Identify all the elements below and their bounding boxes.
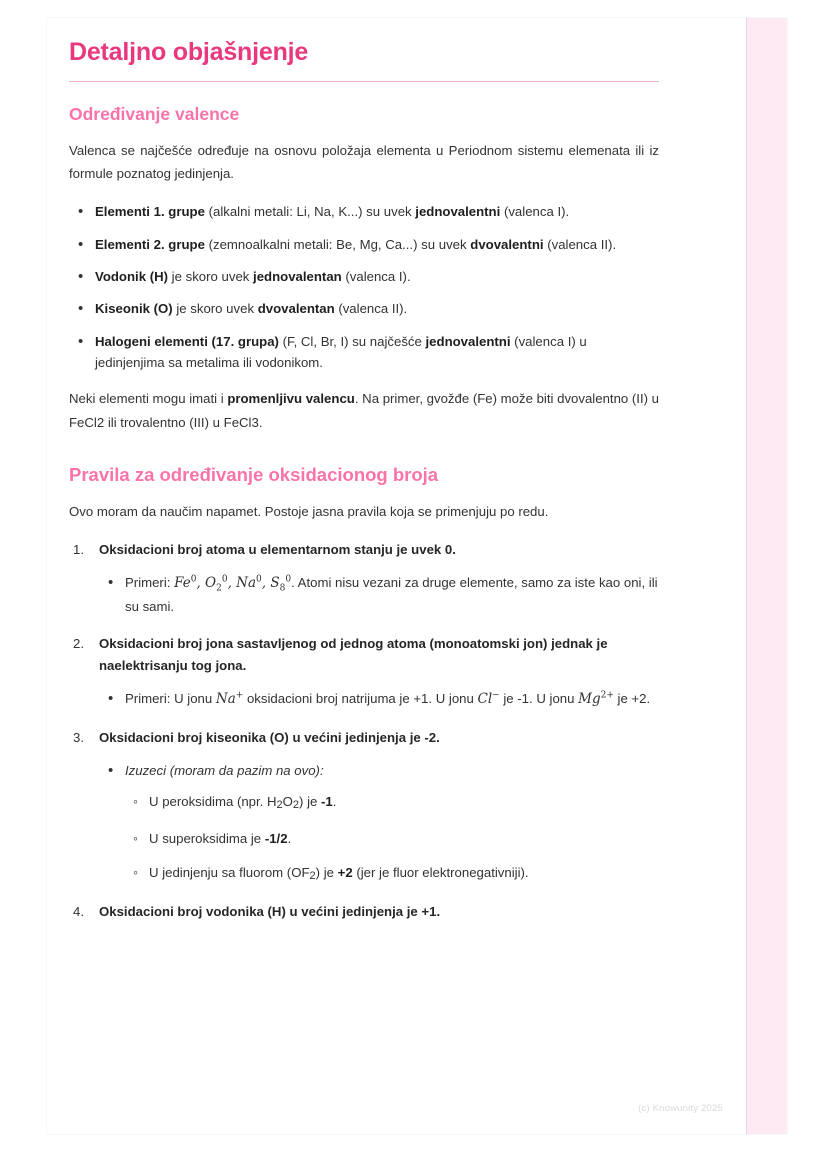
example-post: . Atomi nisu vezani za druge elemente, samo za iste kao oni, ili su sami. (125, 574, 658, 615)
bullet-tail: (valenca I). (341, 268, 411, 284)
outro-pre: Neki elementi mogu imati i (69, 391, 228, 407)
list-item (69, 201, 659, 222)
section-heading-valence: Određivanje valence (69, 104, 240, 124)
exception-pre: U jedinjenju sa fluorom (OF2) je (149, 864, 338, 882)
list-item (69, 727, 659, 886)
formula-magnesium-ion: $Mg^{2+}$ (578, 690, 614, 707)
example-formulas: Fe$^0$, $O_2^0$, Na$^0$, $S_8^0$ (174, 574, 292, 594)
bullet-tail: (valenca I) u jedinjenjima sa metalima ili vodonikom. (95, 333, 587, 371)
list-item (125, 791, 659, 815)
rule-heading: Oksidacioni broj atoma u elementarnom stanju je uvek 0. (99, 541, 456, 557)
list-item (69, 539, 659, 618)
bullet-lead: Vodonik (H) (95, 268, 169, 284)
rule-heading: Oksidacioni broj jona sastavljenog od jednog atoma (monoatomski jon) jednak je naelektrisanju tog jona. (99, 636, 608, 673)
list-item (125, 828, 659, 849)
outro-post: . Na primer, gvožđe (Fe) može biti dvovalentno (II) u FeCl2 ili trovalentno (III) u FeCl3. (69, 391, 660, 430)
list-item (69, 234, 659, 255)
exception-post: . (287, 830, 292, 846)
bullet-mid: (zemnoalkalni metali: Be, Mg, Ca...) su uvek (204, 236, 471, 252)
bullet-bold2: jednovalentni (415, 204, 501, 220)
exception-post: (jer je fluor elektronegativniji). (352, 864, 529, 880)
page-title: Detaljno objašnjenje (69, 38, 309, 66)
bullet-tail: (valenca I). (500, 204, 570, 220)
rule-example-list (99, 572, 659, 618)
list-item (99, 572, 659, 618)
exception-value: +2 (337, 864, 353, 880)
bullet-lead: Halogeni elementi (17. grupa) (95, 333, 279, 349)
rule-heading: Oksidacioni broj kiseonika (O) u većini jedinjenja je -2. (99, 729, 440, 745)
rule-example-list (99, 688, 659, 711)
list-item (69, 266, 659, 287)
bullet-lead: Kiseonik (O) (95, 301, 173, 317)
exception-post: . (332, 794, 337, 810)
example-mid2: je -1. U jonu (499, 690, 579, 706)
bullet-lead: Elementi 2. grupe (95, 236, 205, 252)
formula-chloride-ion: Cl− (477, 690, 500, 707)
bullet-bold2: dvovalentni (470, 236, 544, 252)
outro-bold: promenljivu valencu (227, 391, 355, 407)
bullet-bold2: dvovalentan (257, 301, 335, 317)
bullet-bold2: jednovalentan (253, 268, 342, 284)
page-strip-divider (746, 18, 747, 1134)
document-content (69, 38, 659, 938)
exceptions-label: Izuzeci (moram da pazim na ovo): (125, 762, 324, 778)
rule-heading: Oksidacioni broj vodonika (H) u većini jedinjenja je +1. (99, 904, 441, 920)
list-item (99, 760, 659, 886)
valence-bullet-list (69, 201, 659, 373)
oxidation-intro-paragraph: Ovo moram da naučim napamet. Postoje jasna pravila koja se primenjuju po redu. (69, 503, 549, 519)
list-item (69, 331, 659, 374)
exception-pre: U superoksidima je (149, 830, 265, 846)
example-pre: Primeri: (125, 574, 175, 590)
title-divider (69, 81, 659, 82)
list-item (69, 633, 659, 710)
example-post: je +2. (613, 690, 651, 706)
list-item (69, 901, 659, 922)
document-page (47, 18, 787, 1134)
example-mid1: oksidacioni broj natrijuma je +1. U jonu (243, 690, 478, 706)
rule-exceptions-list (99, 760, 659, 886)
exception-items (125, 791, 659, 885)
bullet-mid: (F, Cl, Br, I) su najčešće (278, 333, 426, 349)
copyright-footer: (c) Knowunity 2025 (638, 1103, 723, 1114)
exception-value: -1 (321, 794, 333, 810)
bullet-lead: Elementi 1. grupe (95, 204, 205, 220)
section-heading-oxidation-rules: Pravila za određivanje oksidacionog broja (69, 463, 439, 485)
bullet-bold2: jednovalentni (425, 333, 511, 349)
formula-sodium-ion: Na+ (215, 690, 244, 707)
exception-value: -1/2 (264, 830, 288, 846)
page-decorative-strip (747, 18, 787, 1134)
example-pre: Primeri: U jonu (125, 690, 216, 706)
bullet-mid: je skoro uvek (168, 268, 254, 284)
valence-outro-paragraph (69, 387, 659, 433)
bullet-mid: (alkalni metali: Li, Na, K...) su uvek (204, 204, 416, 220)
valence-intro-paragraph: Valenca se najčešće određuje na osnovu položaja elementa u Periodnom sistemu elemenata ili iz formule poznatog jedinjenja. (69, 143, 659, 182)
bullet-tail: (valenca II). (334, 301, 408, 317)
oxidation-rules-list (69, 539, 659, 923)
list-item (99, 688, 659, 711)
bullet-mid: je skoro uvek (172, 301, 258, 317)
list-item (69, 298, 659, 319)
exception-pre: U peroksidima (npr. H2O2) je (149, 794, 322, 812)
list-item (125, 862, 659, 886)
bullet-tail: (valenca II). (543, 236, 617, 252)
